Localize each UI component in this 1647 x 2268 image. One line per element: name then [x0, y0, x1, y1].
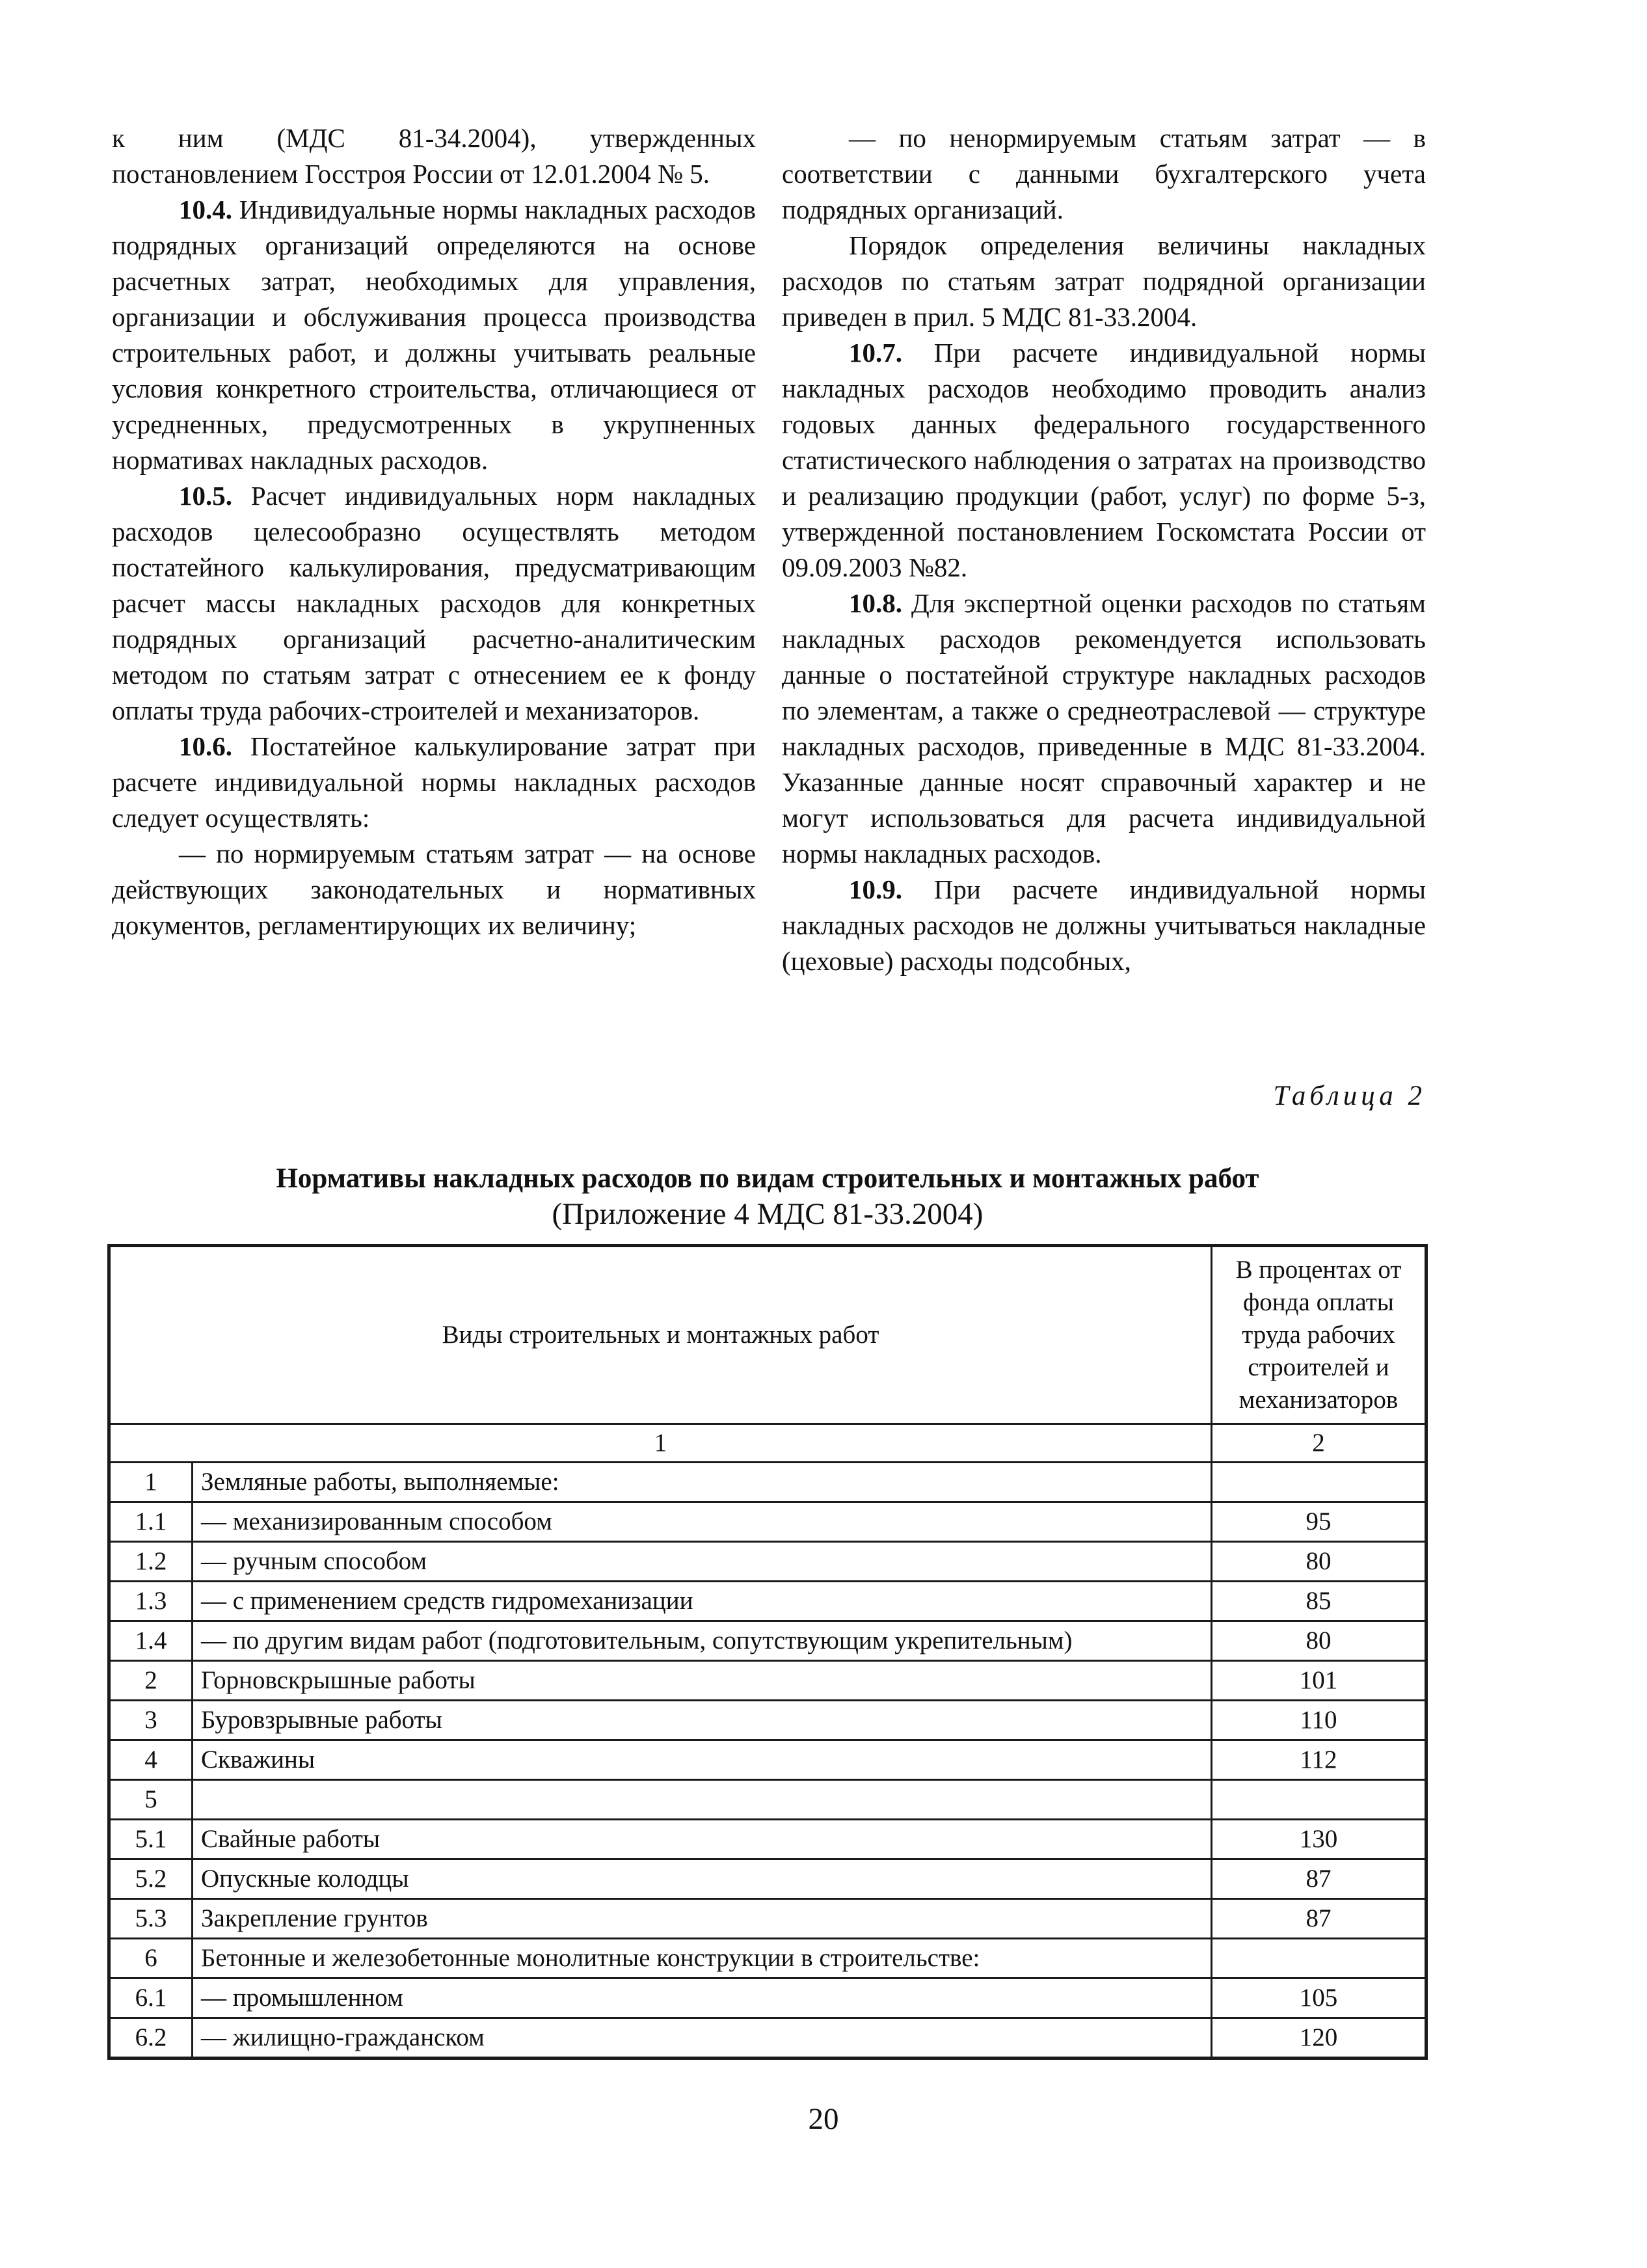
table-row — [109, 1621, 1426, 1661]
row-label: Свайные работы — [193, 1820, 1212, 1859]
paragraph-10-5: 10.5. Расчет индивидуальных норм накладных расходов целесообразно осуществлять методом постатейного калькулирования, предусматривающим расчет массы накладных расходов для конкретных подрядных организаций расчетно-аналитическим методом по статьям затрат с отнесением ее к фонду оплаты труда рабочих-строителей и механизаторов. — [112, 481, 756, 725]
left-column — [112, 120, 756, 1083]
row-number: 1.1 — [109, 1502, 193, 1542]
row-number: 3 — [109, 1701, 193, 1740]
row-label: Закрепление грунтов — [193, 1899, 1212, 1939]
table-column-numbers — [109, 1424, 1426, 1463]
row-value: 101 — [1212, 1661, 1426, 1701]
row-value: 85 — [1212, 1582, 1426, 1621]
row-label: — по другим видам работ (подготовительным, сопутствующим укрепительным) — [193, 1621, 1212, 1661]
text-columns — [112, 120, 1426, 1083]
paragraph-number: 10.4. — [179, 195, 232, 224]
row-value: 87 — [1212, 1859, 1426, 1899]
table-row — [109, 1859, 1426, 1899]
header-work-types: Виды строительных и монтажных работ — [109, 1246, 1212, 1424]
row-number: 1.4 — [109, 1621, 193, 1661]
row-label: — жилищно-гражданском — [193, 2018, 1212, 2059]
row-number: 5.3 — [109, 1899, 193, 1939]
row-number: 5.2 — [109, 1859, 193, 1899]
paragraph-10-4: 10.4. Индивидуальные нормы накладных расходов подрядных организаций определяются на основе расчетных затрат, необходимых для управления, организации и обслуживания процесса производства строительных работ, и должны учитывать реальные условия конкретного строительства, отличающиеся от усредненных, предусмотренных в укрупненных нормативах накладных расходов. — [112, 195, 756, 475]
paragraph-10-9: 10.9. При расчете индивидуальной нормы накладных расходов не должны учитываться накладные (цеховые) расходы подсобных, — [782, 874, 1426, 976]
paragraph-list-item: — по нормируемым статьям затрат — на основе действующих законодательных и нормативных документов, регламентирующих их величину; — [112, 839, 756, 940]
paragraph-list-item: — по ненормируемым статьям затрат — в соответствии с данными бухгалтерского учета подрядных организаций. — [782, 123, 1426, 224]
row-number: 2 — [109, 1661, 193, 1701]
paragraph: Порядок определения величины накладных расходов по статьям затрат подрядной организации приведен в прил. 5 МДС 81-33.2004. — [782, 230, 1426, 332]
row-value: 95 — [1212, 1502, 1426, 1542]
row-value — [1212, 1780, 1426, 1820]
row-number: 6.1 — [109, 1978, 193, 2018]
table-row — [109, 1899, 1426, 1939]
table-row — [109, 1502, 1426, 1542]
row-number: 4 — [109, 1740, 193, 1780]
row-value: 87 — [1212, 1899, 1426, 1939]
row-number: 1.2 — [109, 1542, 193, 1582]
table-row — [109, 1939, 1426, 1978]
table-caption: Таблица 2 — [1273, 1081, 1426, 1111]
row-label: Скважины — [193, 1740, 1212, 1780]
row-label: — промышленном — [193, 1978, 1212, 2018]
paragraph-number: 10.5. — [179, 481, 232, 511]
row-label: Земляные работы, выполняемые: — [193, 1463, 1212, 1502]
table-row — [109, 1701, 1426, 1740]
row-number: 6 — [109, 1939, 193, 1978]
row-label: — ручным способом — [193, 1542, 1212, 1582]
row-label: Бетонные и железобетонные монолитные конструкции в строительстве: — [193, 1939, 1212, 1978]
paragraph-number: 10.6. — [179, 731, 232, 761]
table-row — [109, 1978, 1426, 2018]
paragraph-10-7: 10.7. При расчете индивидуальной нормы накладных расходов необходимо проводить анализ годовых данных федерального государственного статистического наблюдения о затратах на производство и реализацию продукции (работ, услуг) по форме 5-з, утвержденной постановлением Госкомстата России от 09.09.2003 №82. — [782, 338, 1426, 582]
table-row — [109, 1582, 1426, 1621]
table-row — [109, 1780, 1426, 1820]
table-title: Нормативы накладных расходов по видам строительных и монтажных работ — [276, 1163, 1259, 1194]
row-number: 5.1 — [109, 1820, 193, 1859]
paragraph-10-6: 10.6. Постатейное калькулирование затрат при расчете индивидуальной нормы накладных расходов следует осуществлять: — [112, 731, 756, 833]
row-value: 80 — [1212, 1621, 1426, 1661]
table-subtitle: (Приложение 4 МДС 81-33.2004) — [552, 1197, 984, 1231]
table-row — [109, 1820, 1426, 1859]
row-number: 1 — [109, 1463, 193, 1502]
row-label: — с применением средств гидромеханизации — [193, 1582, 1212, 1621]
table-row — [109, 2018, 1426, 2059]
header-percent: В процентах от фонда оплаты труда рабочих строителей и механизаторов — [1212, 1246, 1426, 1424]
table-body — [109, 1463, 1426, 2059]
paragraph-number: 10.9. — [849, 874, 902, 904]
row-number: 6.2 — [109, 2018, 193, 2059]
row-number: 5 — [109, 1780, 193, 1820]
page-number: 20 — [808, 2102, 839, 2136]
paragraph-number: 10.7. — [849, 338, 902, 368]
table-header-row — [109, 1246, 1426, 1424]
table-row — [109, 1542, 1426, 1582]
row-number: 1.3 — [109, 1582, 193, 1621]
column-number-2: 2 — [1212, 1424, 1426, 1463]
row-value — [1212, 1939, 1426, 1978]
column-number-1: 1 — [109, 1424, 1212, 1463]
paragraph: к ним (МДС 81-34.2004), утвержденных постановлением Госстроя России от 12.01.2004 № 5. — [112, 123, 756, 189]
row-value: 130 — [1212, 1820, 1426, 1859]
row-value: 105 — [1212, 1978, 1426, 2018]
norms-table — [107, 1244, 1428, 2060]
row-label: Горновскрышные работы — [193, 1661, 1212, 1701]
row-label: Опускные колодцы — [193, 1859, 1212, 1899]
row-value: 80 — [1212, 1542, 1426, 1582]
paragraph-number: 10.8. — [849, 588, 902, 618]
row-label: Буровзрывные работы — [193, 1701, 1212, 1740]
table-row — [109, 1661, 1426, 1701]
row-value — [1212, 1463, 1426, 1502]
table-row — [109, 1740, 1426, 1780]
row-value: 120 — [1212, 2018, 1426, 2059]
row-label — [193, 1780, 1212, 1820]
row-label: — механизированным способом — [193, 1502, 1212, 1542]
table-row — [109, 1463, 1426, 1502]
right-column — [782, 120, 1426, 1083]
row-value: 110 — [1212, 1701, 1426, 1740]
row-value: 112 — [1212, 1740, 1426, 1780]
paragraph-10-8: 10.8. Для экспертной оценки расходов по статьям накладных расходов рекомендуется использовать данные о постатейной структуре накладных расходов по элементам, а также о среднеотраслевой — структуре накладных расходов, приведенные в МДС 81-33.2004. Указанные данные носят справочный характер и не могут использоваться для расчета индивидуальной нормы накладных расходов. — [782, 588, 1426, 869]
